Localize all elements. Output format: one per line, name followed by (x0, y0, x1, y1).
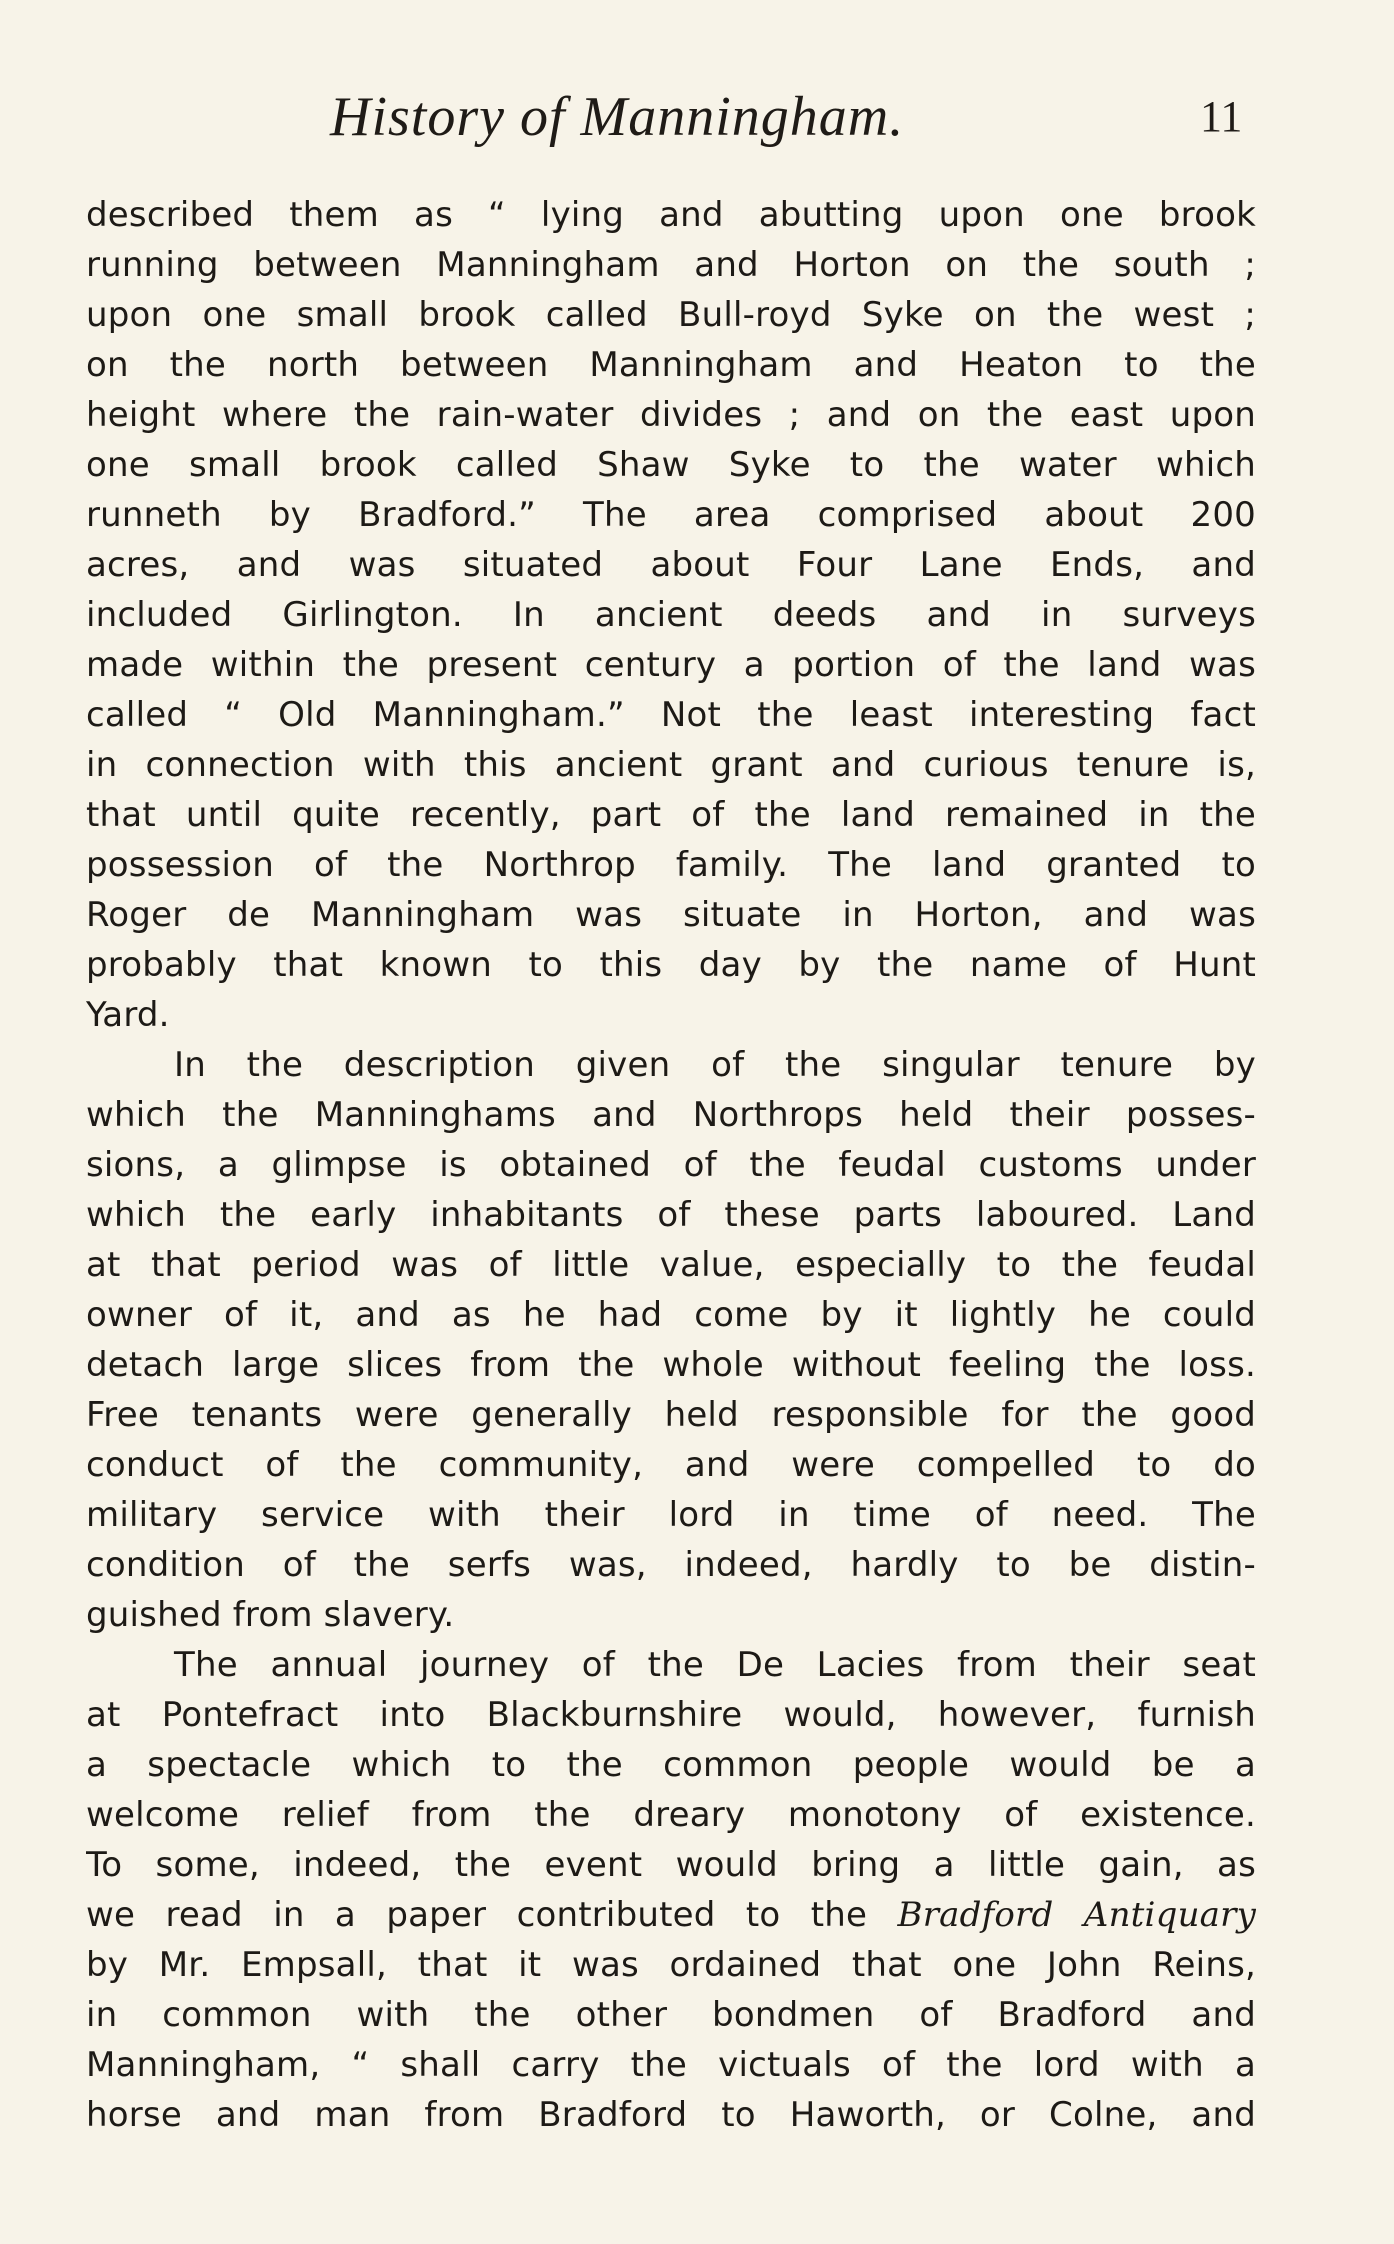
text-line: running between Manningham and Horton on the south ; (86, 245, 1256, 285)
running-head (0, 85, 1394, 165)
text-segment: we read in a paper contributed to the (86, 1895, 898, 1935)
text-line: Free tenants were generally held responsible for the good (86, 1395, 1256, 1435)
text-line: runneth by Bradford.” The area comprised about 200 (86, 495, 1256, 535)
text-line: owner of it, and as he had come by it lightly he could (86, 1295, 1256, 1335)
text-line: which the Manninghams and Northrops held their posses- (86, 1095, 1256, 1135)
text-line: horse and man from Bradford to Haworth, or Colne, and (86, 2095, 1256, 2135)
text-line: guished from slavery. (86, 1595, 455, 1635)
text-line: Manningham, “ shall carry the victuals of the lord with a (86, 2045, 1256, 2085)
text-line: by Mr. Empsall, that it was ordained that one John Reins, (86, 1945, 1256, 1985)
text-line: sions, a glimpse is obtained of the feudal customs under (86, 1145, 1256, 1185)
text-line: at Pontefract into Blackburnshire would, however, furnish (86, 1695, 1256, 1735)
text-line: at that period was of little value, especially to the feudal (86, 1245, 1256, 1285)
text-line: The annual journey of the De Lacies from their seat (174, 1645, 1256, 1685)
text-line: probably that known to this day by the name of Hunt (86, 945, 1256, 985)
text-line: possession of the Northrop family. The land granted to (86, 845, 1256, 885)
text-line: one small brook called Shaw Syke to the water which (86, 445, 1256, 485)
text-line: military service with their lord in time of need. The (86, 1495, 1256, 1535)
text-line: in common with the other bondmen of Bradford and (86, 1995, 1256, 2035)
text-line: welcome relief from the dreary monotony of existence. (86, 1795, 1256, 1835)
text-line: In the description given of the singular tenure by (174, 1045, 1256, 1085)
text-line: included Girlington. In ancient deeds and in surveys (86, 595, 1256, 635)
text-line: detach large slices from the whole without feeling the loss. (86, 1345, 1256, 1385)
running-title: History of Manningham. (330, 86, 905, 148)
text-line: in connection with this ancient grant and curious tenure is, (86, 745, 1256, 785)
text-line-with-title (86, 1890, 1256, 1940)
text-line: conduct of the community, and were compelled to do (86, 1445, 1256, 1485)
text-line: condition of the serfs was, indeed, hardly to be distin- (86, 1545, 1256, 1585)
text-line: that until quite recently, part of the land remained in the (86, 795, 1256, 835)
text-line: Yard. (86, 995, 170, 1035)
text-line: which the early inhabitants of these parts laboured. Land (86, 1195, 1256, 1235)
text-line: made within the present century a portion of the land was (86, 645, 1256, 685)
text-line: Roger de Manningham was situate in Horton, and was (86, 895, 1256, 935)
text-line: on the north between Manningham and Heaton to the (86, 345, 1256, 385)
page-number: 11 (1200, 92, 1243, 141)
text-line: acres, and was situated about Four Lane Ends, and (86, 545, 1256, 585)
text-line: upon one small brook called Bull-royd Syke on the west ; (86, 295, 1256, 335)
text-line: described them as “ lying and abutting upon one brook (86, 195, 1256, 235)
text-line: called “ Old Manningham.” Not the least interesting fact (86, 695, 1256, 735)
text-line: height where the rain-water divides ; and on the east upon (86, 395, 1256, 435)
publication-title: Bradford Antiquary (897, 1895, 1256, 1935)
body-text (86, 190, 1256, 2140)
text-line: a spectacle which to the common people would be a (86, 1745, 1256, 1785)
text-line: To some, indeed, the event would bring a little gain, as (86, 1845, 1256, 1885)
